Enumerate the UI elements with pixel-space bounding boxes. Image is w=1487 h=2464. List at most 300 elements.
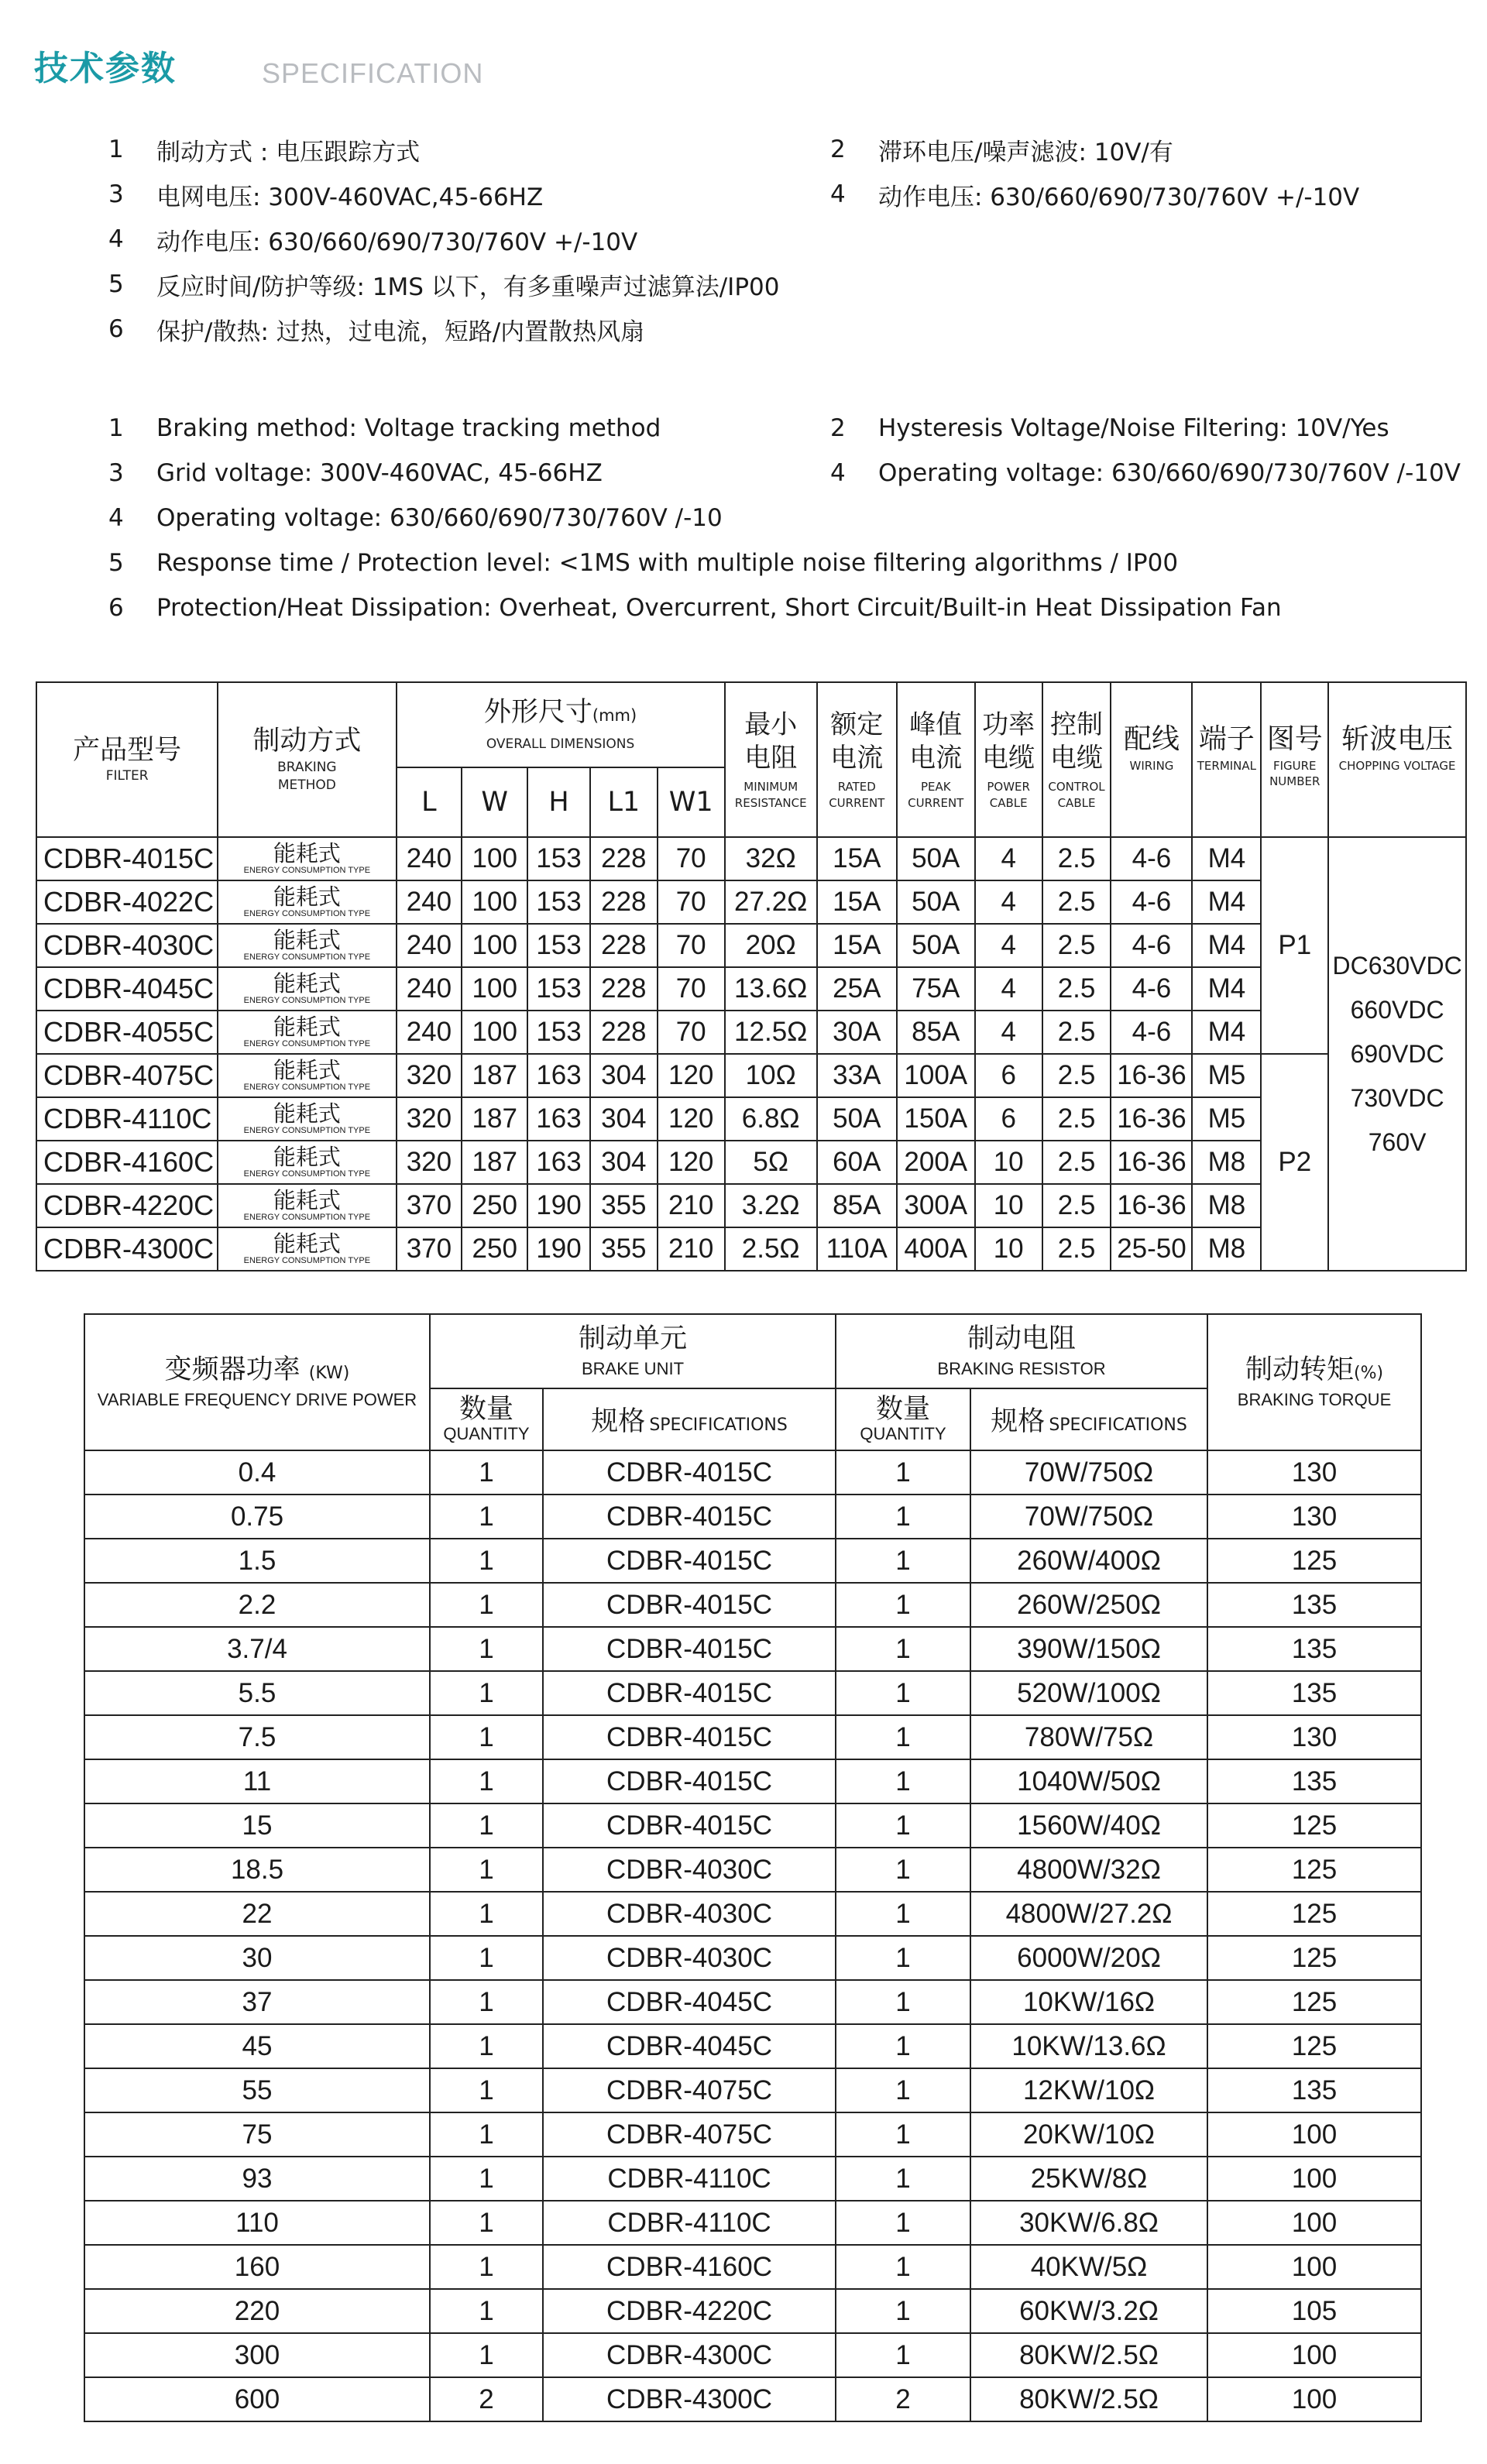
header-resistor-quantity: 数量 QUANTITY	[836, 1388, 970, 1450]
terminal-cell: M4	[1192, 924, 1261, 967]
unit-spec-cell: CDBR-4045C	[543, 2024, 836, 2068]
dim-h-cell: 163	[527, 1054, 590, 1097]
power-cable-cell: 6	[975, 1054, 1042, 1097]
torque-cell: 100	[1207, 2157, 1421, 2201]
header-dim-w1: W1	[658, 767, 725, 837]
header-peak-current: 峰值 电流 PEAK CURRENT	[897, 682, 975, 837]
table-row	[84, 1848, 1421, 1892]
resistor-quantity-cell: 1	[836, 1980, 970, 2024]
unit-spec-cell: CDBR-4030C	[543, 1848, 836, 1892]
resistance-cell: 12.5Ω	[725, 1011, 817, 1054]
table-row	[84, 2289, 1421, 2333]
chopping-voltage-cell	[1328, 837, 1466, 1271]
dim-w1-cell: 210	[658, 1184, 725, 1227]
method-cell: 能耗式 ENERGY CONSUMPTION TYPE	[218, 1184, 396, 1227]
dim-w1-cell: 70	[658, 1011, 725, 1054]
unit-spec-cell: CDBR-4015C	[543, 1627, 836, 1671]
dim-l-cell: 240	[397, 967, 462, 1011]
method-cell: 能耗式 ENERGY CONSUMPTION TYPE	[218, 1097, 396, 1141]
table-row	[84, 2157, 1421, 2201]
resistor-quantity-cell: 2	[836, 2377, 970, 2421]
header-terminal: 端子 TERMINAL	[1192, 682, 1261, 837]
unit-spec-cell: CDBR-4220C	[543, 2289, 836, 2333]
header-unit-quantity: 数量 QUANTITY	[430, 1388, 543, 1450]
resistance-cell: 13.6Ω	[725, 967, 817, 1011]
dim-l1-cell: 355	[590, 1184, 658, 1227]
peak-current-cell: 50A	[897, 837, 975, 880]
dim-l1-cell: 228	[590, 837, 658, 880]
header-wiring: 配线 WIRING	[1111, 682, 1192, 837]
vfd-power-cell: 37	[84, 1980, 430, 2024]
vfd-power-cell: 30	[84, 1936, 430, 1980]
table-row	[84, 2333, 1421, 2377]
vfd-power-cell: 3.7/4	[84, 1627, 430, 1671]
vfd-power-cell: 75	[84, 2112, 430, 2157]
table-row	[84, 1583, 1421, 1627]
terminal-cell: M4	[1192, 967, 1261, 1011]
rated-current-cell: 50A	[817, 1097, 897, 1141]
table-row	[84, 1715, 1421, 1759]
model-cell: CDBR-4075C	[36, 1054, 218, 1097]
resistor-spec-cell: 260W/400Ω	[970, 1539, 1207, 1583]
spec-item: 3 Grid voltage: 300V-460VAC, 45-66HZ	[108, 459, 603, 487]
terminal-cell: M4	[1192, 1011, 1261, 1054]
wiring-cell: 16-36	[1111, 1097, 1192, 1141]
resistance-cell: 2.5Ω	[725, 1227, 817, 1271]
header-dim-w: W	[462, 767, 527, 837]
dim-l-cell: 240	[397, 924, 462, 967]
spec-item: 2 Hysteresis Voltage/Noise Filtering: 10V/Yes	[830, 414, 1389, 442]
dim-w1-cell: 70	[658, 924, 725, 967]
dim-h-cell: 153	[527, 967, 590, 1011]
resistor-quantity-cell: 1	[836, 2289, 970, 2333]
resistor-spec-cell: 60KW/3.2Ω	[970, 2289, 1207, 2333]
dim-l1-cell: 228	[590, 924, 658, 967]
power-cable-cell: 10	[975, 1227, 1042, 1271]
wiring-cell: 25-50	[1111, 1227, 1192, 1271]
resistor-spec-cell: 10KW/13.6Ω	[970, 2024, 1207, 2068]
dim-w1-cell: 70	[658, 837, 725, 880]
terminal-cell: M8	[1192, 1227, 1261, 1271]
vfd-power-cell: 11	[84, 1759, 430, 1803]
spec-item: 4 Operating voltage: 630/660/690/730/760V /-10	[108, 504, 723, 532]
resistor-spec-cell: 1040W/50Ω	[970, 1759, 1207, 1803]
resistance-cell: 10Ω	[725, 1054, 817, 1097]
unit-spec-cell: CDBR-4075C	[543, 2068, 836, 2112]
control-cable-cell: 2.5	[1042, 967, 1111, 1011]
resistor-quantity-cell: 1	[836, 1803, 970, 1848]
table-row	[36, 967, 1466, 1011]
power-cable-cell: 4	[975, 924, 1042, 967]
torque-cell: 135	[1207, 2068, 1421, 2112]
unit-quantity-cell: 1	[430, 1671, 543, 1715]
peak-current-cell: 50A	[897, 924, 975, 967]
resistor-quantity-cell: 1	[836, 1627, 970, 1671]
dim-w-cell: 100	[462, 924, 527, 967]
resistor-spec-cell: 520W/100Ω	[970, 1671, 1207, 1715]
dim-w-cell: 187	[462, 1141, 527, 1184]
torque-cell: 125	[1207, 1936, 1421, 1980]
spec-item: 6 保护/散热: 过热，过电流，短路/内置散热风扇	[108, 315, 645, 346]
resistor-quantity-cell: 1	[836, 1539, 970, 1583]
dim-l-cell: 370	[397, 1227, 462, 1271]
wiring-cell: 4-6	[1111, 837, 1192, 880]
header-braking-torque: 制动转矩(%) BRAKING TORQUE	[1207, 1314, 1421, 1450]
model-cell: CDBR-4015C	[36, 837, 218, 880]
spec-item: 1 Braking method: Voltage tracking method	[108, 414, 661, 442]
unit-quantity-cell: 1	[430, 2024, 543, 2068]
resistor-spec-cell: 25KW/8Ω	[970, 2157, 1207, 2201]
torque-cell: 130	[1207, 1495, 1421, 1539]
terminal-cell: M4	[1192, 837, 1261, 880]
vfd-power-cell: 220	[84, 2289, 430, 2333]
header-unit-spec: 规格 SPECIFICATIONS	[543, 1388, 836, 1450]
dim-w1-cell: 210	[658, 1227, 725, 1271]
dim-h-cell: 163	[527, 1097, 590, 1141]
resistor-quantity-cell: 1	[836, 2024, 970, 2068]
resistance-cell: 5Ω	[725, 1141, 817, 1184]
control-cable-cell: 2.5	[1042, 1141, 1111, 1184]
wiring-cell: 4-6	[1111, 924, 1192, 967]
dim-l-cell: 320	[397, 1054, 462, 1097]
torque-cell: 135	[1207, 1583, 1421, 1627]
dim-w-cell: 100	[462, 967, 527, 1011]
wiring-cell: 4-6	[1111, 880, 1192, 924]
unit-quantity-cell: 1	[430, 1803, 543, 1848]
control-cable-cell: 2.5	[1042, 1097, 1111, 1141]
torque-cell: 135	[1207, 1671, 1421, 1715]
wiring-cell: 16-36	[1111, 1054, 1192, 1097]
torque-cell: 130	[1207, 1450, 1421, 1495]
table-row	[84, 1980, 1421, 2024]
table-row	[36, 880, 1466, 924]
table-row	[84, 2245, 1421, 2289]
header-brake-unit: 制动单元 BRAKE UNIT	[430, 1314, 836, 1388]
table-row	[84, 2377, 1421, 2421]
dim-w-cell: 187	[462, 1054, 527, 1097]
dim-l1-cell: 228	[590, 880, 658, 924]
dim-w-cell: 250	[462, 1184, 527, 1227]
dim-w1-cell: 120	[658, 1097, 725, 1141]
dim-h-cell: 190	[527, 1227, 590, 1271]
header-dim-h: H	[527, 767, 590, 837]
resistor-quantity-cell: 1	[836, 1583, 970, 1627]
spec-item: 5 反应时间/防护等级: 1MS 以下，有多重噪声过滤算法/IP00	[108, 270, 780, 301]
spec-item: 5 Response time / Protection level: <1MS with multiple noise filtering algorithms / IP00	[108, 549, 1179, 577]
dim-l1-cell: 304	[590, 1054, 658, 1097]
method-cell: 能耗式 ENERGY CONSUMPTION TYPE	[218, 1227, 396, 1271]
rated-current-cell: 15A	[817, 924, 897, 967]
dim-w1-cell: 70	[658, 880, 725, 924]
unit-quantity-cell: 1	[430, 2112, 543, 2157]
vfd-power-cell: 5.5	[84, 1671, 430, 1715]
unit-spec-cell: CDBR-4030C	[543, 1892, 836, 1936]
power-cable-cell: 10	[975, 1184, 1042, 1227]
peak-current-cell: 400A	[897, 1227, 975, 1271]
terminal-cell: M8	[1192, 1184, 1261, 1227]
resistor-spec-cell: 4800W/32Ω	[970, 1848, 1207, 1892]
unit-quantity-cell: 1	[430, 2245, 543, 2289]
table-row	[84, 1450, 1421, 1495]
vfd-power-cell: 55	[84, 2068, 430, 2112]
torque-cell: 125	[1207, 2024, 1421, 2068]
model-cell: CDBR-4160C	[36, 1141, 218, 1184]
control-cable-cell: 2.5	[1042, 837, 1111, 880]
header-chopping-voltage: 斩波电压 CHOPPING VOLTAGE	[1328, 682, 1466, 837]
resistor-quantity-cell: 1	[836, 1450, 970, 1495]
unit-spec-cell: CDBR-4015C	[543, 1759, 836, 1803]
dim-w-cell: 187	[462, 1097, 527, 1141]
resistance-cell: 6.8Ω	[725, 1097, 817, 1141]
vfd-power-cell: 18.5	[84, 1848, 430, 1892]
power-cable-cell: 6	[975, 1097, 1042, 1141]
unit-quantity-cell: 1	[430, 1980, 543, 2024]
unit-spec-cell: CDBR-4015C	[543, 1539, 836, 1583]
dim-l1-cell: 228	[590, 1011, 658, 1054]
table-header-row	[36, 682, 1466, 767]
resistor-quantity-cell: 1	[836, 2201, 970, 2245]
method-cell: 能耗式 ENERGY CONSUMPTION TYPE	[218, 1141, 396, 1184]
header-rated-current: 额定 电流 RATED CURRENT	[817, 682, 897, 837]
vfd-power-cell: 300	[84, 2333, 430, 2377]
power-cable-cell: 4	[975, 880, 1042, 924]
peak-current-cell: 50A	[897, 880, 975, 924]
resistor-spec-cell: 70W/750Ω	[970, 1450, 1207, 1495]
torque-cell: 100	[1207, 2333, 1421, 2377]
table-row	[36, 924, 1466, 967]
header-braking-resistor: 制动电阻 BRAKING RESISTOR	[836, 1314, 1207, 1388]
rated-current-cell: 33A	[817, 1054, 897, 1097]
header-vfd-power: 变频器功率 (KW) VARIABLE FREQUENCY DRIVE POWER	[84, 1314, 430, 1450]
torque-cell: 125	[1207, 1803, 1421, 1848]
unit-quantity-cell: 1	[430, 2201, 543, 2245]
dim-w1-cell: 70	[658, 967, 725, 1011]
terminal-cell: M8	[1192, 1141, 1261, 1184]
page-header	[34, 36, 483, 90]
table-row	[84, 1936, 1421, 1980]
resistor-spec-cell: 1560W/40Ω	[970, 1803, 1207, 1848]
table-row	[84, 1495, 1421, 1539]
chopping-voltage-value: DC630VDC	[1332, 951, 1462, 980]
wiring-cell: 16-36	[1111, 1141, 1192, 1184]
peak-current-cell: 100A	[897, 1054, 975, 1097]
table-row	[36, 837, 1466, 880]
torque-cell: 105	[1207, 2289, 1421, 2333]
control-cable-cell: 2.5	[1042, 1054, 1111, 1097]
torque-cell: 135	[1207, 1627, 1421, 1671]
unit-quantity-cell: 1	[430, 1450, 543, 1495]
control-cable-cell: 2.5	[1042, 1184, 1111, 1227]
power-cable-cell: 4	[975, 1011, 1042, 1054]
resistor-spec-cell: 12KW/10Ω	[970, 2068, 1207, 2112]
unit-quantity-cell: 1	[430, 2157, 543, 2201]
unit-quantity-cell: 1	[430, 2333, 543, 2377]
vfd-power-cell: 160	[84, 2245, 430, 2289]
resistor-spec-cell: 10KW/16Ω	[970, 1980, 1207, 2024]
vfd-power-cell: 15	[84, 1803, 430, 1848]
vfd-power-cell: 0.4	[84, 1450, 430, 1495]
method-cell: 能耗式 ENERGY CONSUMPTION TYPE	[218, 880, 396, 924]
table-row	[36, 1184, 1466, 1227]
table-row	[36, 1227, 1466, 1271]
unit-quantity-cell: 1	[430, 1759, 543, 1803]
resistor-spec-cell: 30KW/6.8Ω	[970, 2201, 1207, 2245]
dim-h-cell: 163	[527, 1141, 590, 1184]
unit-spec-cell: CDBR-4015C	[543, 1583, 836, 1627]
spec-item: 3 电网电压: 300V-460VAC,45-66HZ	[108, 180, 544, 211]
table-row	[84, 2024, 1421, 2068]
resistor-spec-cell: 70W/750Ω	[970, 1495, 1207, 1539]
unit-spec-cell: CDBR-4300C	[543, 2333, 836, 2377]
method-cell: 能耗式 ENERGY CONSUMPTION TYPE	[218, 924, 396, 967]
resistor-spec-cell: 4800W/27.2Ω	[970, 1892, 1207, 1936]
dim-h-cell: 153	[527, 837, 590, 880]
dim-l1-cell: 304	[590, 1141, 658, 1184]
control-cable-cell: 2.5	[1042, 924, 1111, 967]
spec-item: 1 制动方式 : 电压跟踪方式	[108, 136, 421, 166]
rated-current-cell: 85A	[817, 1184, 897, 1227]
selection-table-body	[84, 1450, 1421, 2421]
unit-spec-cell: CDBR-4015C	[543, 1450, 836, 1495]
header-control-cable: 控制 电缆 CONTROL CABLE	[1042, 682, 1111, 837]
table-row	[36, 1141, 1466, 1184]
torque-cell: 125	[1207, 1848, 1421, 1892]
rated-current-cell: 15A	[817, 880, 897, 924]
unit-spec-cell: CDBR-4015C	[543, 1671, 836, 1715]
dim-w-cell: 100	[462, 837, 527, 880]
unit-spec-cell: CDBR-4015C	[543, 1715, 836, 1759]
resistor-quantity-cell: 1	[836, 1715, 970, 1759]
model-cell: CDBR-4055C	[36, 1011, 218, 1054]
resistor-spec-cell: 780W/75Ω	[970, 1715, 1207, 1759]
rated-current-cell: 15A	[817, 837, 897, 880]
unit-quantity-cell: 1	[430, 1936, 543, 1980]
resistor-quantity-cell: 1	[836, 1671, 970, 1715]
vfd-power-cell: 22	[84, 1892, 430, 1936]
resistor-quantity-cell: 1	[836, 2157, 970, 2201]
terminal-cell: M5	[1192, 1054, 1261, 1097]
vfd-power-cell: 0.75	[84, 1495, 430, 1539]
model-cell: CDBR-4220C	[36, 1184, 218, 1227]
header-figure: 图号 FIGURE NUMBER	[1261, 682, 1328, 837]
resistor-spec-cell: 40KW/5Ω	[970, 2245, 1207, 2289]
dim-h-cell: 153	[527, 924, 590, 967]
header-method: 制动方式 BRAKING METHOD	[218, 682, 396, 837]
unit-spec-cell: CDBR-4160C	[543, 2245, 836, 2289]
unit-quantity-cell: 2	[430, 2377, 543, 2421]
resistor-spec-cell: 260W/250Ω	[970, 1583, 1207, 1627]
vfd-power-cell: 93	[84, 2157, 430, 2201]
unit-quantity-cell: 1	[430, 1848, 543, 1892]
dim-l1-cell: 228	[590, 967, 658, 1011]
header-model: 产品型号 FILTER	[36, 682, 218, 837]
unit-quantity-cell: 1	[430, 1495, 543, 1539]
method-cell: 能耗式 ENERGY CONSUMPTION TYPE	[218, 1054, 396, 1097]
resistor-quantity-cell: 1	[836, 2112, 970, 2157]
peak-current-cell: 200A	[897, 1141, 975, 1184]
resistor-quantity-cell: 1	[836, 2245, 970, 2289]
dim-h-cell: 153	[527, 1011, 590, 1054]
method-cell: 能耗式 ENERGY CONSUMPTION TYPE	[218, 837, 396, 880]
table-row	[36, 1097, 1466, 1141]
dim-l-cell: 320	[397, 1097, 462, 1141]
spec-item: 4 动作电压: 630/660/690/730/760V +/-10V	[830, 180, 1360, 211]
unit-quantity-cell: 1	[430, 1583, 543, 1627]
header-dim-l: L	[397, 767, 462, 837]
torque-cell: 100	[1207, 2377, 1421, 2421]
resistor-quantity-cell: 1	[836, 1759, 970, 1803]
torque-cell: 125	[1207, 1539, 1421, 1583]
selection-table	[84, 1313, 1422, 2422]
dim-l1-cell: 304	[590, 1097, 658, 1141]
vfd-power-cell: 2.2	[84, 1583, 430, 1627]
header-power-cable: 功率 电缆 POWER CABLE	[975, 682, 1042, 837]
dim-l-cell: 320	[397, 1141, 462, 1184]
table-row	[84, 1892, 1421, 1936]
resistor-quantity-cell: 1	[836, 1495, 970, 1539]
dim-l-cell: 240	[397, 837, 462, 880]
table-row	[84, 1539, 1421, 1583]
unit-quantity-cell: 1	[430, 1892, 543, 1936]
chopping-voltage-value: 660VDC	[1350, 995, 1444, 1024]
spec-item: 4 动作电压: 630/660/690/730/760V +/-10V	[108, 225, 638, 256]
resistor-quantity-cell: 1	[836, 2333, 970, 2377]
resistor-spec-cell: 20KW/10Ω	[970, 2112, 1207, 2157]
power-cable-cell: 4	[975, 967, 1042, 1011]
unit-spec-cell: CDBR-4015C	[543, 1803, 836, 1848]
power-cable-cell: 4	[975, 837, 1042, 880]
torque-cell: 125	[1207, 1892, 1421, 1936]
peak-current-cell: 300A	[897, 1184, 975, 1227]
dim-w-cell: 100	[462, 880, 527, 924]
resistor-quantity-cell: 1	[836, 1848, 970, 1892]
resistor-spec-cell: 80KW/2.5Ω	[970, 2377, 1207, 2421]
rated-current-cell: 30A	[817, 1011, 897, 1054]
peak-current-cell: 150A	[897, 1097, 975, 1141]
model-cell: CDBR-4045C	[36, 967, 218, 1011]
vfd-power-cell: 1.5	[84, 1539, 430, 1583]
unit-spec-cell: CDBR-4075C	[543, 2112, 836, 2157]
dim-w-cell: 100	[462, 1011, 527, 1054]
dim-w1-cell: 120	[658, 1054, 725, 1097]
chopping-voltage-value: 730VDC	[1350, 1083, 1444, 1112]
figure-cell: P1	[1261, 837, 1328, 1054]
vfd-power-cell: 45	[84, 2024, 430, 2068]
model-spec-table	[36, 681, 1467, 1271]
dim-l-cell: 370	[397, 1184, 462, 1227]
unit-quantity-cell: 1	[430, 1539, 543, 1583]
resistor-quantity-cell: 1	[836, 1892, 970, 1936]
dim-l-cell: 240	[397, 880, 462, 924]
control-cable-cell: 2.5	[1042, 880, 1111, 924]
rated-current-cell: 60A	[817, 1141, 897, 1184]
model-cell: CDBR-4022C	[36, 880, 218, 924]
spec-item: 2 滞环电压/噪声滤波: 10V/有	[830, 136, 1173, 166]
model-table-body	[36, 837, 1466, 1271]
unit-quantity-cell: 1	[430, 2068, 543, 2112]
table-row	[84, 2112, 1421, 2157]
spec-item: 6 Protection/Heat Dissipation: Overheat, Overcurrent, Short Circuit/Built-in Heat Dissipation Fan	[108, 594, 1282, 622]
table-row	[84, 1803, 1421, 1848]
section-subtitle: SPECIFICATION	[262, 57, 484, 89]
dim-h-cell: 153	[527, 880, 590, 924]
dim-h-cell: 190	[527, 1184, 590, 1227]
resistor-spec-cell: 6000W/20Ω	[970, 1936, 1207, 1980]
header-dim-l1: L1	[590, 767, 658, 837]
peak-current-cell: 75A	[897, 967, 975, 1011]
section-title: 技术参数	[34, 49, 177, 88]
torque-cell: 100	[1207, 2112, 1421, 2157]
